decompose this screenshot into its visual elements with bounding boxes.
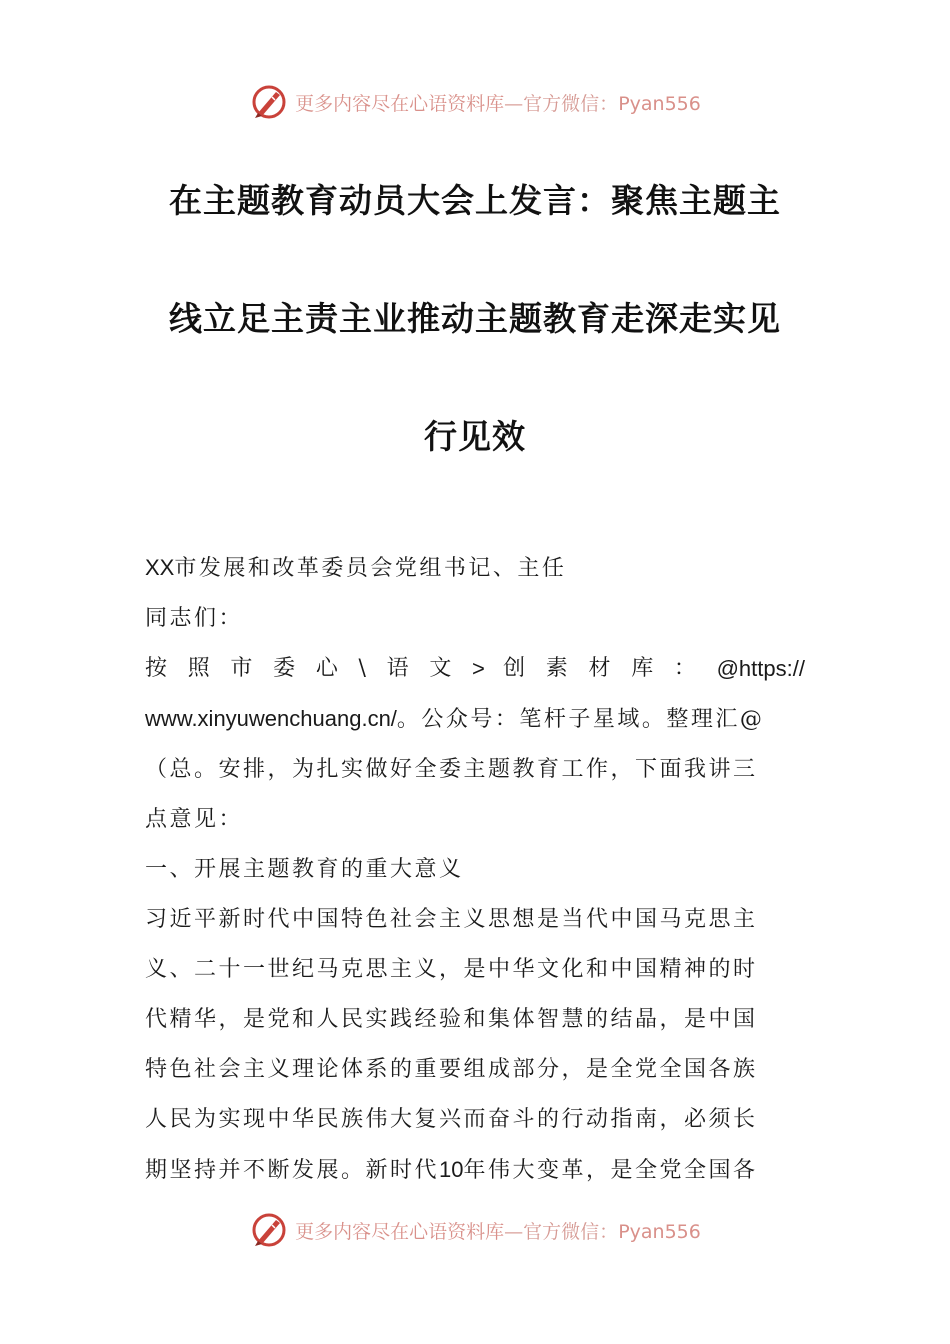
title-line-1: 在主题教育动员大会上发言：聚焦主题主 [169, 181, 781, 220]
paragraph-line: 特色社会主义理论体系的重要组成部分，是全党全国各族 [145, 1057, 758, 1082]
last-line-number: 10 [439, 1157, 464, 1182]
paragraph-line: 义、二十一世纪马克思主义，是中华文化和中国精神的时 [145, 957, 758, 982]
intro-char: 材 [588, 656, 613, 681]
intro-url-start: @https:// [716, 656, 805, 681]
banner-dash: — [504, 1220, 524, 1243]
last-line-post: 年伟大变革，是全党全国各 [463, 1158, 758, 1183]
intro-line-4: 点意见： [145, 807, 244, 832]
intro-char: 素 [545, 656, 571, 681]
intro-line-1 [145, 644, 805, 694]
paragraph-line: 人民为实现中华民族伟大复兴而奋斗的行动指南，必须长 [145, 1107, 758, 1132]
intro-char: 委 [273, 656, 298, 681]
intro-char: 照 [187, 656, 213, 681]
intro-line-3: （总。安排，为扎实做好全委主题教育工作，下面我讲三 [145, 757, 758, 782]
author-line [145, 543, 805, 594]
intro-char: > [472, 656, 485, 681]
intro-char: ： [673, 656, 699, 681]
greeting: 同志们： [145, 606, 244, 631]
title-line-3: 行见效 [424, 417, 526, 456]
intro-char: 市 [230, 656, 255, 681]
banner-label: 更多内容尽在心语资料库 [295, 92, 505, 115]
section-heading-1: 一、开展主题教育的重大意义 [145, 857, 464, 882]
banner-text [295, 1217, 701, 1244]
header-watermark-banner [0, 78, 950, 126]
intro-line-2-rest: 。公众号：笔杆子星域。整理汇@ [396, 707, 765, 732]
footer-watermark-banner [0, 1206, 950, 1254]
banner-text [295, 89, 701, 116]
intro-char: 按 [145, 656, 170, 681]
banner-official-label: 官方微信： [523, 92, 619, 115]
banner-dash: — [504, 92, 524, 115]
paragraph-line: 代精华，是党和人民实践经验和集体智慧的结晶，是中国 [145, 1007, 758, 1032]
paragraph-last-line [145, 1145, 805, 1196]
document-body [145, 543, 805, 1196]
intro-char: 创 [503, 656, 528, 681]
banner-official-label: 官方微信： [523, 1220, 619, 1243]
intro-char: 文 [429, 656, 454, 681]
last-line-pre: 期坚持并不断发展。新时代 [145, 1158, 440, 1183]
intro-url: www.xinyuwenchuang.cn/ [145, 706, 397, 731]
banner-label: 更多内容尽在心语资料库 [295, 1220, 505, 1243]
intro-char: 语 [386, 656, 412, 681]
pen-logo-icon [249, 82, 289, 122]
banner-wechat-id: Pyan556 [618, 1220, 701, 1243]
banner-wechat-id: Pyan556 [618, 92, 701, 115]
intro-char: 心 [315, 656, 341, 681]
paragraph-line: 习近平新时代中国特色社会主义思想是当代中国马克思主 [145, 907, 758, 932]
author-title: 市发展和改革委员会党组书记、主任 [174, 556, 567, 581]
author-prefix: XX [145, 555, 175, 580]
intro-char: 库 [631, 656, 656, 681]
pen-logo-icon [249, 1210, 289, 1250]
intro-char: \ [358, 656, 369, 681]
document-title [145, 172, 805, 496]
intro-line-2 [145, 694, 805, 745]
title-line-2: 线立足主责主业推动主题教育走深走实见 [169, 299, 781, 338]
